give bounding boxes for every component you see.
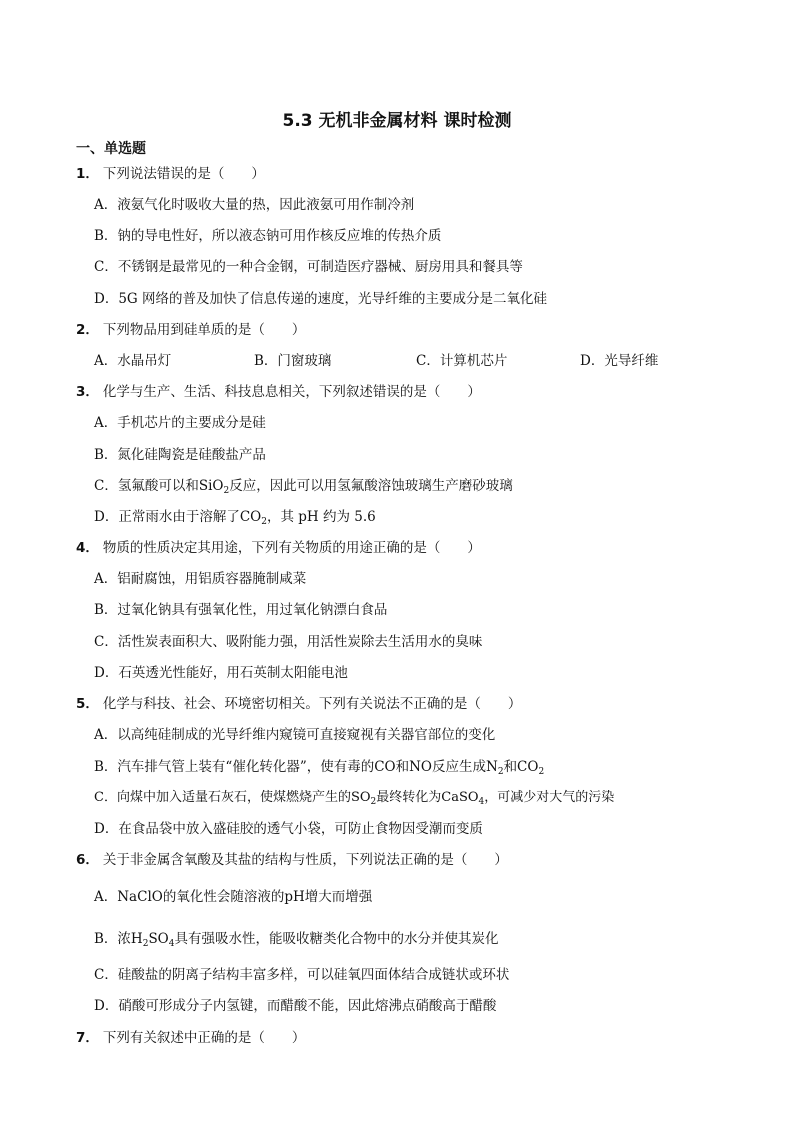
option-6b: B．浓$H_2SO_4$具有强吸水性，能吸收糖类化合物中的水分并使其炭化 — [94, 931, 499, 949]
option-6d: D．硝酸可形成分子内氢键，而醋酸不能，因此熔沸点硝酸高于醋酸 — [94, 998, 497, 1014]
question-stem: 下列有关叙述中正确的是（ ） — [102, 1030, 306, 1046]
question-stem: 化学与生产、生活、科技息息相关，下列叙述错误的是（ ） — [102, 384, 481, 400]
question-4 — [76, 538, 481, 558]
question-7 — [76, 1028, 305, 1048]
option-1d: D．5G 网络的普及加快了信息传递的速度，光导纤维的主要成分是二氧化硅 — [94, 291, 547, 307]
section-heading: 一、单选题 — [76, 141, 146, 157]
option-1b: B．钠的导电性好，所以液态钠可用作核反应堆的传热介质 — [94, 228, 442, 244]
option-5a: A．以高纯硅制成的光导纤维内窥镜可直接窥视有关器官部位的变化 — [94, 727, 496, 743]
option-3b: B．氮化硅陶瓷是硅酸盐产品 — [94, 447, 266, 463]
question-5 — [76, 694, 521, 714]
option-2d: D．光导纤维 — [580, 353, 659, 369]
question-stem: 物质的性质决定其用途，下列有关物质的用途正确的是（ ） — [102, 540, 481, 556]
question-stem: 关于非金属含氧酸及其盐的结构与性质，下列说法正确的是（ ） — [102, 852, 508, 868]
option-3a: A．手机芯片的主要成分是硅 — [94, 415, 266, 431]
question-number: 3． — [76, 384, 99, 400]
option-5b: B．汽车排气管上装有“催化转化器”，使有毒的CO和NO反应生成$N_2$和$CO_2$ — [94, 759, 545, 777]
option-6a: A．NaClO的氧化性会随溶液的pH增大而增强 — [94, 889, 373, 905]
option-5c: C．向煤中加入适量石灰石，使煤燃烧产生的$SO_2$最终转化为CaSO$_4$，可减少对大气的污染 — [94, 790, 615, 807]
question-number: 2． — [76, 322, 99, 338]
option-4d: D．石英透光性能好，用石英制太阳能电池 — [94, 665, 348, 681]
option-2a: A．水晶吊灯 — [94, 353, 172, 369]
option-4a: A．铝耐腐蚀，用铝质容器腌制咸菜 — [94, 571, 307, 587]
option-1a: A．液氨气化时吸收大量的热，因此液氨可用作制冷剂 — [94, 197, 415, 213]
option-5d: D．在食品袋中放入盛硅胶的透气小袋，可防止食物因受潮而变质 — [94, 821, 483, 837]
question-1 — [76, 164, 265, 184]
option-2b: B．门窗玻璃 — [254, 353, 332, 369]
option-3c: C．氢氟酸可以和SiO$_2$反应，因此可以用氢氟酸溶蚀玻璃生产磨砂玻璃 — [94, 478, 513, 496]
question-number: 5． — [76, 696, 99, 712]
question-number: 1． — [76, 166, 99, 182]
option-4c: C．活性炭表面积大、吸附能力强，用活性炭除去生活用水的臭味 — [94, 634, 483, 650]
option-3d: D．正常雨水由于溶解了$CO_2$，其 pH 约为 5.6 — [94, 509, 376, 527]
question-2 — [76, 320, 305, 340]
page-title: 5.3 无机非金属材料 课时检测 — [282, 111, 512, 131]
option-2c: C．计算机芯片 — [416, 353, 508, 369]
question-number: 6． — [76, 852, 99, 868]
question-6 — [76, 850, 508, 870]
option-6c: C．硅酸盐的阴离子结构丰富多样，可以硅氧四面体结合成链状或环状 — [94, 967, 510, 983]
question-stem: 下列物品用到硅单质的是（ ） — [102, 322, 306, 338]
option-1c: C．不锈钢是最常见的一种合金钢，可制造医疗器械、厨房用具和餐具等 — [94, 259, 523, 275]
question-number: 4． — [76, 540, 99, 556]
question-3 — [76, 382, 481, 402]
question-stem: 化学与科技、社会、环境密切相关。下列有关说法不正确的是（ ） — [102, 696, 522, 712]
option-4b: B．过氧化钠具有强氧化性，用过氧化钠漂白食品 — [94, 602, 388, 618]
question-stem: 下列说法错误的是（ ） — [102, 166, 265, 182]
question-number: 7． — [76, 1030, 99, 1046]
